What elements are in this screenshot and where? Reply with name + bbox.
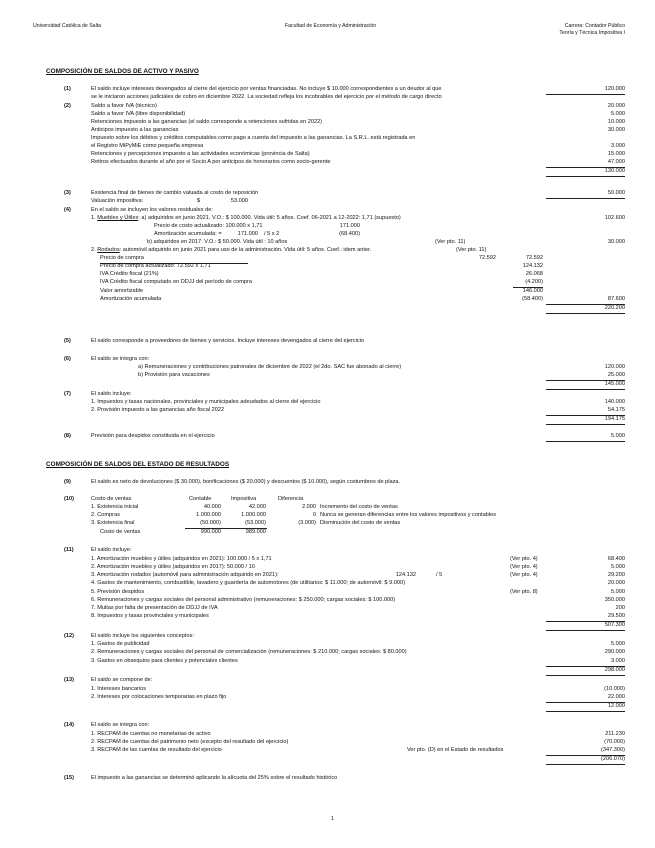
underline (546, 675, 625, 676)
note-11-line: 4. Gastos de mantenimiento, combustible, lavadero y guardería de automotores (de utilitarios: $ 11.000; de automóvil: $ 9.000) (91, 580, 405, 586)
cv-note: Incremento del costo de ventas (320, 504, 398, 510)
note-2-total: 130.000 (604, 168, 625, 174)
note-6-total: 145.000 (604, 381, 625, 387)
note-4-line: Precio de compra actualizado: 72.592 x 1,71 (100, 263, 211, 269)
note-4-amount: 146.000 (522, 288, 543, 294)
note-4-amount: 87.600 (607, 296, 625, 302)
section-title-activo-pasivo: COMPOSICIÓN DE SALDOS DE ACTIVO Y PASIVO (46, 68, 199, 75)
header-subject: Teoría y Técnica Impositiva I (559, 30, 625, 36)
note-8-line: Previsión para despidos constituida en el ejercicio (91, 433, 215, 439)
rodados-desc: : automóvil adquirido en junio 2021 para uso de la administración. Vida útil: 5 años. Coef.: idem anter. (119, 247, 372, 253)
cv-header: Contable (189, 496, 212, 502)
note-15-line: El impuesto a las ganancias se determinó aplicando la alícuota del 25% sobre el resultado histórico (91, 775, 338, 781)
underline (546, 198, 625, 199)
note-number: (12) (64, 633, 74, 639)
note-7-line: 2. Provisión impuesto a las ganancias año fiscal 2022 (91, 407, 225, 413)
note-4-line (91, 215, 401, 222)
note-14-line: El saldo se integra con: (91, 722, 150, 728)
note-6-line: b) Provisión para vacaciones (138, 372, 210, 378)
note-11-amount: 29.200 (607, 572, 625, 578)
note-3-line: Valuación impositiva: (91, 198, 144, 204)
note-1-line2: se le iniciaron acciones judiciales de cobro en diciembre 2022. La sociedad refleja los incobrables del ejercicio por el método de cargo directo (91, 94, 442, 100)
cv-header: Diferencia (278, 496, 304, 502)
note-7-total: 194.175 (604, 416, 625, 422)
page-number: 1 (331, 816, 335, 822)
note-14-amount: (70.000) (604, 739, 625, 745)
note-12-amount: 3.000 (611, 658, 625, 664)
note-8-amount: 5.000 (611, 433, 625, 439)
note-4-ref: (Ver pto. 11) (435, 239, 466, 245)
note-4-amount: 171.000 (237, 231, 258, 237)
note-14-line: 2. RECPAM de cuentas del patrimonio neto (excepto del resultado del ejercicio) (91, 739, 289, 745)
cv-note: Nunca se generan diferencias entre los valores impositivos y contables (320, 512, 496, 518)
note-number: (6) (64, 356, 71, 362)
note-1-amount: 120.000 (604, 86, 625, 92)
note-11-amount: 29.500 (607, 613, 625, 619)
cv-note: Disminución del costo de ventas (320, 520, 401, 526)
note-12-line: 1. Gastos de publicidad (91, 641, 150, 647)
note-3-amount: 50.000 (607, 190, 625, 196)
header-faculty: Facultad de Economía y Administración (285, 23, 377, 29)
cv-cell: 989.000 (245, 529, 266, 535)
note-11-ref: (Ver pto. 4) (510, 564, 538, 570)
note-11-ref: (Ver pto. 4) (510, 572, 538, 578)
note-6-line: El saldo se integra con: (91, 356, 150, 362)
note-11-amount: 124.132 (395, 572, 416, 578)
cv-row-label: 2. Compras (91, 512, 120, 518)
note-11-ref: (Ver pto. 4) (510, 556, 538, 562)
note-12-total: 298.000 (604, 667, 625, 673)
note-11-line: 8. Impuestos y tasas provinciales y municipales (91, 613, 209, 619)
note-11-line: 2. Amortización muebles y útiles (adquiridos en 2017): 50.000 / 10 (91, 564, 255, 570)
note-1-line1: El saldo incluye intereses devengados al cierre del ejercicio por ventas financiadas. No incluye $ 10.000 correspondientes a un deudor al que (91, 86, 442, 92)
note-11-line: 5. Previsión despidos (91, 589, 145, 595)
note-4-line: Precio de costo actualizado: 100.000 x 1,71 (154, 223, 263, 229)
cv-cell: 1.000.000 (196, 512, 221, 518)
note-2-amount: 5.000 (611, 111, 625, 117)
note-7-amount: 54.175 (607, 407, 625, 413)
currency-sign: $ (197, 198, 201, 204)
note-number: (4) (64, 207, 71, 213)
note-13-amount: (10.000) (604, 686, 625, 692)
note-4-line: Valor amortizable (100, 288, 144, 294)
note-11-amount: 5.000 (611, 589, 625, 595)
note-11-line: 1. Amortización muebles y útiles (adquiridos en 2021): 100.000 / 5 x 1,71 (91, 556, 272, 562)
note-11-amount: 350.000 (604, 597, 625, 603)
note-7-amount: 140.000 (604, 399, 625, 405)
cv-row-label: 1. Existencia inicial (91, 504, 139, 510)
cv-cell: 42.000 (248, 504, 266, 510)
note-5-line: El saldo corresponde a proveedores de bienes y servicios. Incluye intereses devengados al cierre del ejercicio (91, 338, 365, 344)
note-4-amount: 171.000 (339, 223, 360, 229)
note-11-line: / 5 (436, 572, 443, 578)
note-14-line: 1. RECPAM de cuentas no monetarias de activo (91, 731, 211, 737)
cv-row-label: 3. Existencia final (91, 520, 135, 526)
note-number: (14) (64, 722, 74, 728)
note-4-ref: (Ver pto. 11) (456, 247, 487, 253)
note-2-line: Saldo a favor IVA (técnico) (91, 103, 157, 109)
cv-header: Impositiva (231, 496, 257, 502)
header-career: Carrera: Contador Público (564, 23, 625, 29)
note-4-amount: (4.200) (525, 279, 543, 285)
note-12-line: 3. Gastos en obsequios para clientes y potenciales clientes (91, 658, 238, 664)
note-14-ref: Ver pto. (D) en el Estado de resultados (407, 747, 504, 753)
note-2-amount: 3.000 (611, 143, 625, 149)
note-14-amount: (347.300) (601, 747, 625, 753)
note-12-line: 2. Remuneraciones y cargas sociales del personal de comercialización (remuneraciones: $ 210.000; cargas sociales: $ 80.000) (91, 649, 407, 655)
note-4-line: IVA Crédito fiscal computado en DDJJ del período de compra (100, 279, 252, 285)
underline (546, 313, 625, 314)
cv-cell: 2.000 (302, 504, 316, 510)
note-14-total: (206.070) (601, 756, 625, 762)
underline (546, 424, 625, 425)
cv-row-label: Costo de ventas (100, 529, 141, 535)
note-4-amount: (68.400) (339, 231, 360, 237)
note-2-line: el Registro MiPyMiE como pequeña empresa (91, 143, 204, 149)
note-2-amount: 15.000 (607, 151, 625, 157)
note-14-amount: 211.230 (605, 731, 625, 737)
rodados-label: Rodados (97, 247, 120, 253)
section-title-resultados: COMPOSICIÓN DE SALDOS DEL ESTADO DE RESULTADOS (46, 461, 230, 468)
note-2-amount: 47.000 (607, 159, 625, 165)
note-4-line: / 5 x 2 (264, 231, 280, 237)
note-number: (5) (64, 338, 71, 344)
note-3-amount: 53.000 (230, 198, 248, 204)
note-11-amount: 200 (615, 605, 625, 611)
note-4-total: 220.200 (604, 305, 625, 311)
note-12-amount: 5.000 (611, 641, 625, 647)
underline (546, 630, 625, 631)
note-11-amount: 20.000 (607, 580, 625, 586)
note-4-line: Amortización acumulada (100, 296, 162, 302)
note-14-line: 3. RECPAM de las cuentas de resultado del ejercicio (91, 747, 222, 753)
cv-cell: (50.000) (200, 520, 221, 526)
cv-cell: 40.000 (203, 504, 221, 510)
note-4-amount: 26.068 (525, 271, 543, 277)
note-11-ref: (Ver pto. 8) (510, 589, 538, 595)
note-2-line: Anticipos impuesto a las ganancias (91, 127, 179, 133)
header-university: Universidad Católica de Salta (33, 23, 102, 29)
note-6-amount: 120.000 (604, 364, 625, 370)
cv-cell: 990.000 (200, 529, 221, 535)
note-4-amount: 30.000 (607, 239, 625, 245)
note-number: (13) (64, 677, 74, 683)
note-number: (2) (64, 103, 71, 109)
note-number: (3) (64, 190, 71, 196)
note-4-line (91, 247, 371, 254)
note-2-line: Retiros efectuados durante el año por el Socio A por anticipos de honorarios como socio-gerente (91, 159, 331, 165)
note-13-line: 1. Intereses bancarios (91, 686, 147, 692)
note-6-amount: 25.000 (607, 372, 625, 378)
note-11-amount: 68.400 (607, 556, 625, 562)
note-4-amount: 124.132 (522, 263, 543, 269)
note-number: (1) (64, 86, 71, 92)
cv-cell: (3.000) (298, 520, 316, 526)
note-11-line: El saldo incluye: (91, 547, 132, 553)
note-number: (10) (64, 496, 74, 502)
note-number: (9) (64, 479, 71, 485)
note-4-amount: 72.592 (525, 255, 543, 261)
note-2-line: Retenciones y percepciones impuesto a las actividades económicas (provincia de Salta) (91, 151, 310, 157)
note-11-total: 507.300 (604, 622, 625, 628)
note-2-line: Retenciones impuesto a las ganancias (el saldo corresponde a retenciones sufridas en 2022) (91, 119, 323, 125)
note-7-line: 1. Impuestos y tasas nacionales, provinciales y municipales adeudados al cierre del ejercicio (91, 399, 321, 405)
note-2-line: Impuesto sobre los débitos y créditos computables como pago a cuenta del impuesto a las ganancias. La S.R.L. está registrada en (91, 135, 416, 141)
note-6-line: a) Remuneraciones y contribuciones patronales de diciembre de 2022 (el 2do. SAC fue abonado al cierre) (138, 364, 402, 370)
note-9-line: El saldo es neto de devoluciones ($ 30.000), bonificaciones ($ 20.000) y descuentos ($ 10.000), según costumbres de plaza. (91, 479, 401, 485)
note-11-amount: 5.000 (611, 564, 625, 570)
note-number: (11) (64, 547, 74, 553)
underline (546, 389, 625, 390)
note-number: (7) (64, 391, 71, 397)
cv-cell: 0 (312, 512, 316, 518)
muebles-label: Muebles y Útiles (97, 215, 139, 221)
note-4-line: Precio de compra (100, 255, 144, 261)
note-4-line: b) adquiridos en 2017. V.O.: $ 50.000. Vida útil : 10 años (147, 239, 288, 245)
underline (546, 441, 625, 442)
cv-cell: 1.000.000 (241, 512, 266, 518)
note-number: (8) (64, 433, 71, 439)
underline (546, 711, 625, 712)
cv-cell: (53.000) (245, 520, 266, 526)
note-13-amount: 22.000 (607, 694, 625, 700)
note-13-line: El saldo se compone de: (91, 677, 153, 683)
note-11-line: 7. Multas por falta de presentación de DDJJ de IVA (91, 605, 218, 611)
muebles-desc: : a) adquiridos en junio 2021. V.O.: $ 100.000. Vida útil: 5 años. Coef. 06-2021 a 12-2022: 1,71 (supuesto) (138, 215, 401, 221)
note-12-line: El saldo incluye los siguientes conceptos: (91, 633, 194, 639)
underline (546, 176, 625, 177)
note-4-line: IVA Crédito fiscal (21%) (100, 271, 159, 277)
note-4-amount: 72.592 (478, 255, 496, 261)
note-2-amount: 20.000 (607, 103, 625, 109)
underline (546, 94, 625, 95)
note-2-amount: 30.000 (607, 127, 625, 133)
note-4-amount: 102.600 (604, 215, 625, 221)
note-4-amount: (58.400) (522, 296, 543, 302)
note-4-line: En el saldo se incluyen los valores residuales de: (91, 207, 213, 213)
cv-header: Costo de ventas (91, 496, 132, 502)
note-2-amount: 10.000 (607, 119, 625, 125)
note-3-line: Existencia final de bienes de cambio valuada al costo de reposición (91, 190, 259, 196)
note-7-line: El saldo incluye: (91, 391, 132, 397)
note-2-line: Saldo a favor IVA (libre disponibilidad) (91, 111, 186, 117)
note-4-line: Amortización acumulada: = (154, 231, 222, 237)
note-number: (15) (64, 775, 74, 781)
note-11-line: 3. Amortización rodados (automóvil para administración adquirido en 2021): (91, 572, 279, 578)
item-num: 1. (91, 215, 98, 221)
note-11-line: 6. Remuneraciones y cargas sociales del personal administrativo (remuneraciones: $ 250.000; cargas sociales: $ 100.000) (91, 597, 396, 603)
note-13-line: 2. Intereses por colocaciones temporarias en plazo fijo (91, 694, 227, 700)
note-13-total: 12.000 (607, 703, 625, 709)
item-num: 2. (91, 247, 98, 253)
note-12-amount: 290.000 (604, 649, 625, 655)
underline (546, 764, 625, 765)
